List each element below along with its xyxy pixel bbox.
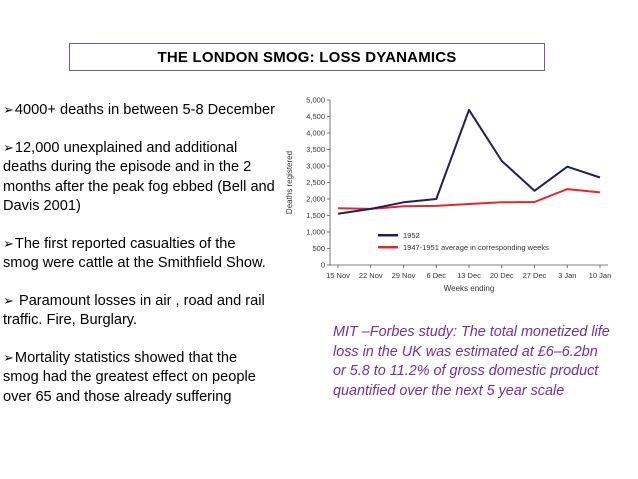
y-tick-label: 4,500 [306, 112, 325, 121]
bullet-text: The first reported casualties of the smog were cattle at the Smithfield Show. [3, 235, 266, 271]
x-tick-label: 15 Nov [326, 271, 350, 280]
y-tick-label: 2,000 [306, 194, 325, 204]
x-tick-label: 6 Dec [426, 271, 447, 280]
arrow-bullet-icon: ➢ [3, 292, 14, 308]
arrow-bullet-icon: ➢ [3, 349, 14, 365]
series-line-1947-1951-average-in-corresponding-weeks [338, 189, 600, 209]
arrow-bullet-icon: ➢ [3, 139, 14, 155]
x-tick-label: 22 Nov [358, 271, 383, 280]
x-tick-label: 27 Dec [522, 271, 547, 280]
bullet-deaths-count [3, 100, 275, 121]
series-line-1952 [338, 110, 600, 214]
slide-title: THE LONDON SMOG: LOSS DYANAMICS [69, 43, 545, 71]
bullet-text: 12,000 unexplained and additional deaths during the episode and in the 2 months after the peak fog ebbed (Bell and Davis 2001) [3, 139, 275, 214]
x-tick-label: 3 Jan [558, 271, 577, 280]
bullet-text: 4000+ deaths in between 5-8 December [14, 102, 275, 118]
arrow-bullet-icon: ➢ [3, 235, 14, 251]
bullet-list [3, 100, 275, 424]
y-tick-label: 1,500 [306, 211, 325, 220]
bullet-mortality-statistics [3, 348, 275, 408]
y-tick-label: 500 [312, 244, 325, 253]
arrow-bullet-icon: ➢ [3, 102, 14, 117]
y-tick-label: 4,000 [306, 128, 325, 138]
x-axis-label: Weeks ending [443, 284, 495, 293]
chart-svg [280, 88, 620, 303]
legend-label: 1952 [403, 230, 420, 240]
legend-label: 1947-1951 average in corresponding weeks [403, 242, 549, 252]
y-tick-label: 1,000 [306, 227, 325, 237]
y-tick-label: 2,500 [306, 178, 325, 187]
mit-forbes-note: MIT –Forbes study: The total monetized life loss in the UK was estimated at £6–6.2bn or 5.8 to 11.2% of gross domestic product quantified over the next 5 year scale [333, 324, 610, 399]
bullet-traffic-losses [3, 291, 275, 331]
x-tick-label: 20 Dec [489, 271, 514, 280]
bullet-text: Paramount losses in air , road and rail traffic. Fire, Burglary. [3, 292, 265, 328]
bullet-text: Mortality statistics showed that the smog had the greatest effect on people over 65 and those already suffering [3, 349, 256, 405]
x-tick-label: 10 Jan [588, 271, 612, 280]
bullet-cattle-casualties [3, 234, 275, 274]
y-axis-label: Deaths registered [285, 150, 294, 215]
y-tick-label: 0 [320, 260, 325, 270]
x-tick-label: 29 Nov [391, 271, 416, 280]
deaths-line-chart [280, 88, 620, 303]
y-tick-label: 3,000 [306, 161, 325, 171]
y-tick-label: 3,500 [306, 145, 325, 154]
y-tick-label: 5,000 [306, 95, 325, 105]
x-tick-label: 13 Dec [457, 271, 481, 280]
bullet-unexplained-deaths [3, 138, 275, 217]
